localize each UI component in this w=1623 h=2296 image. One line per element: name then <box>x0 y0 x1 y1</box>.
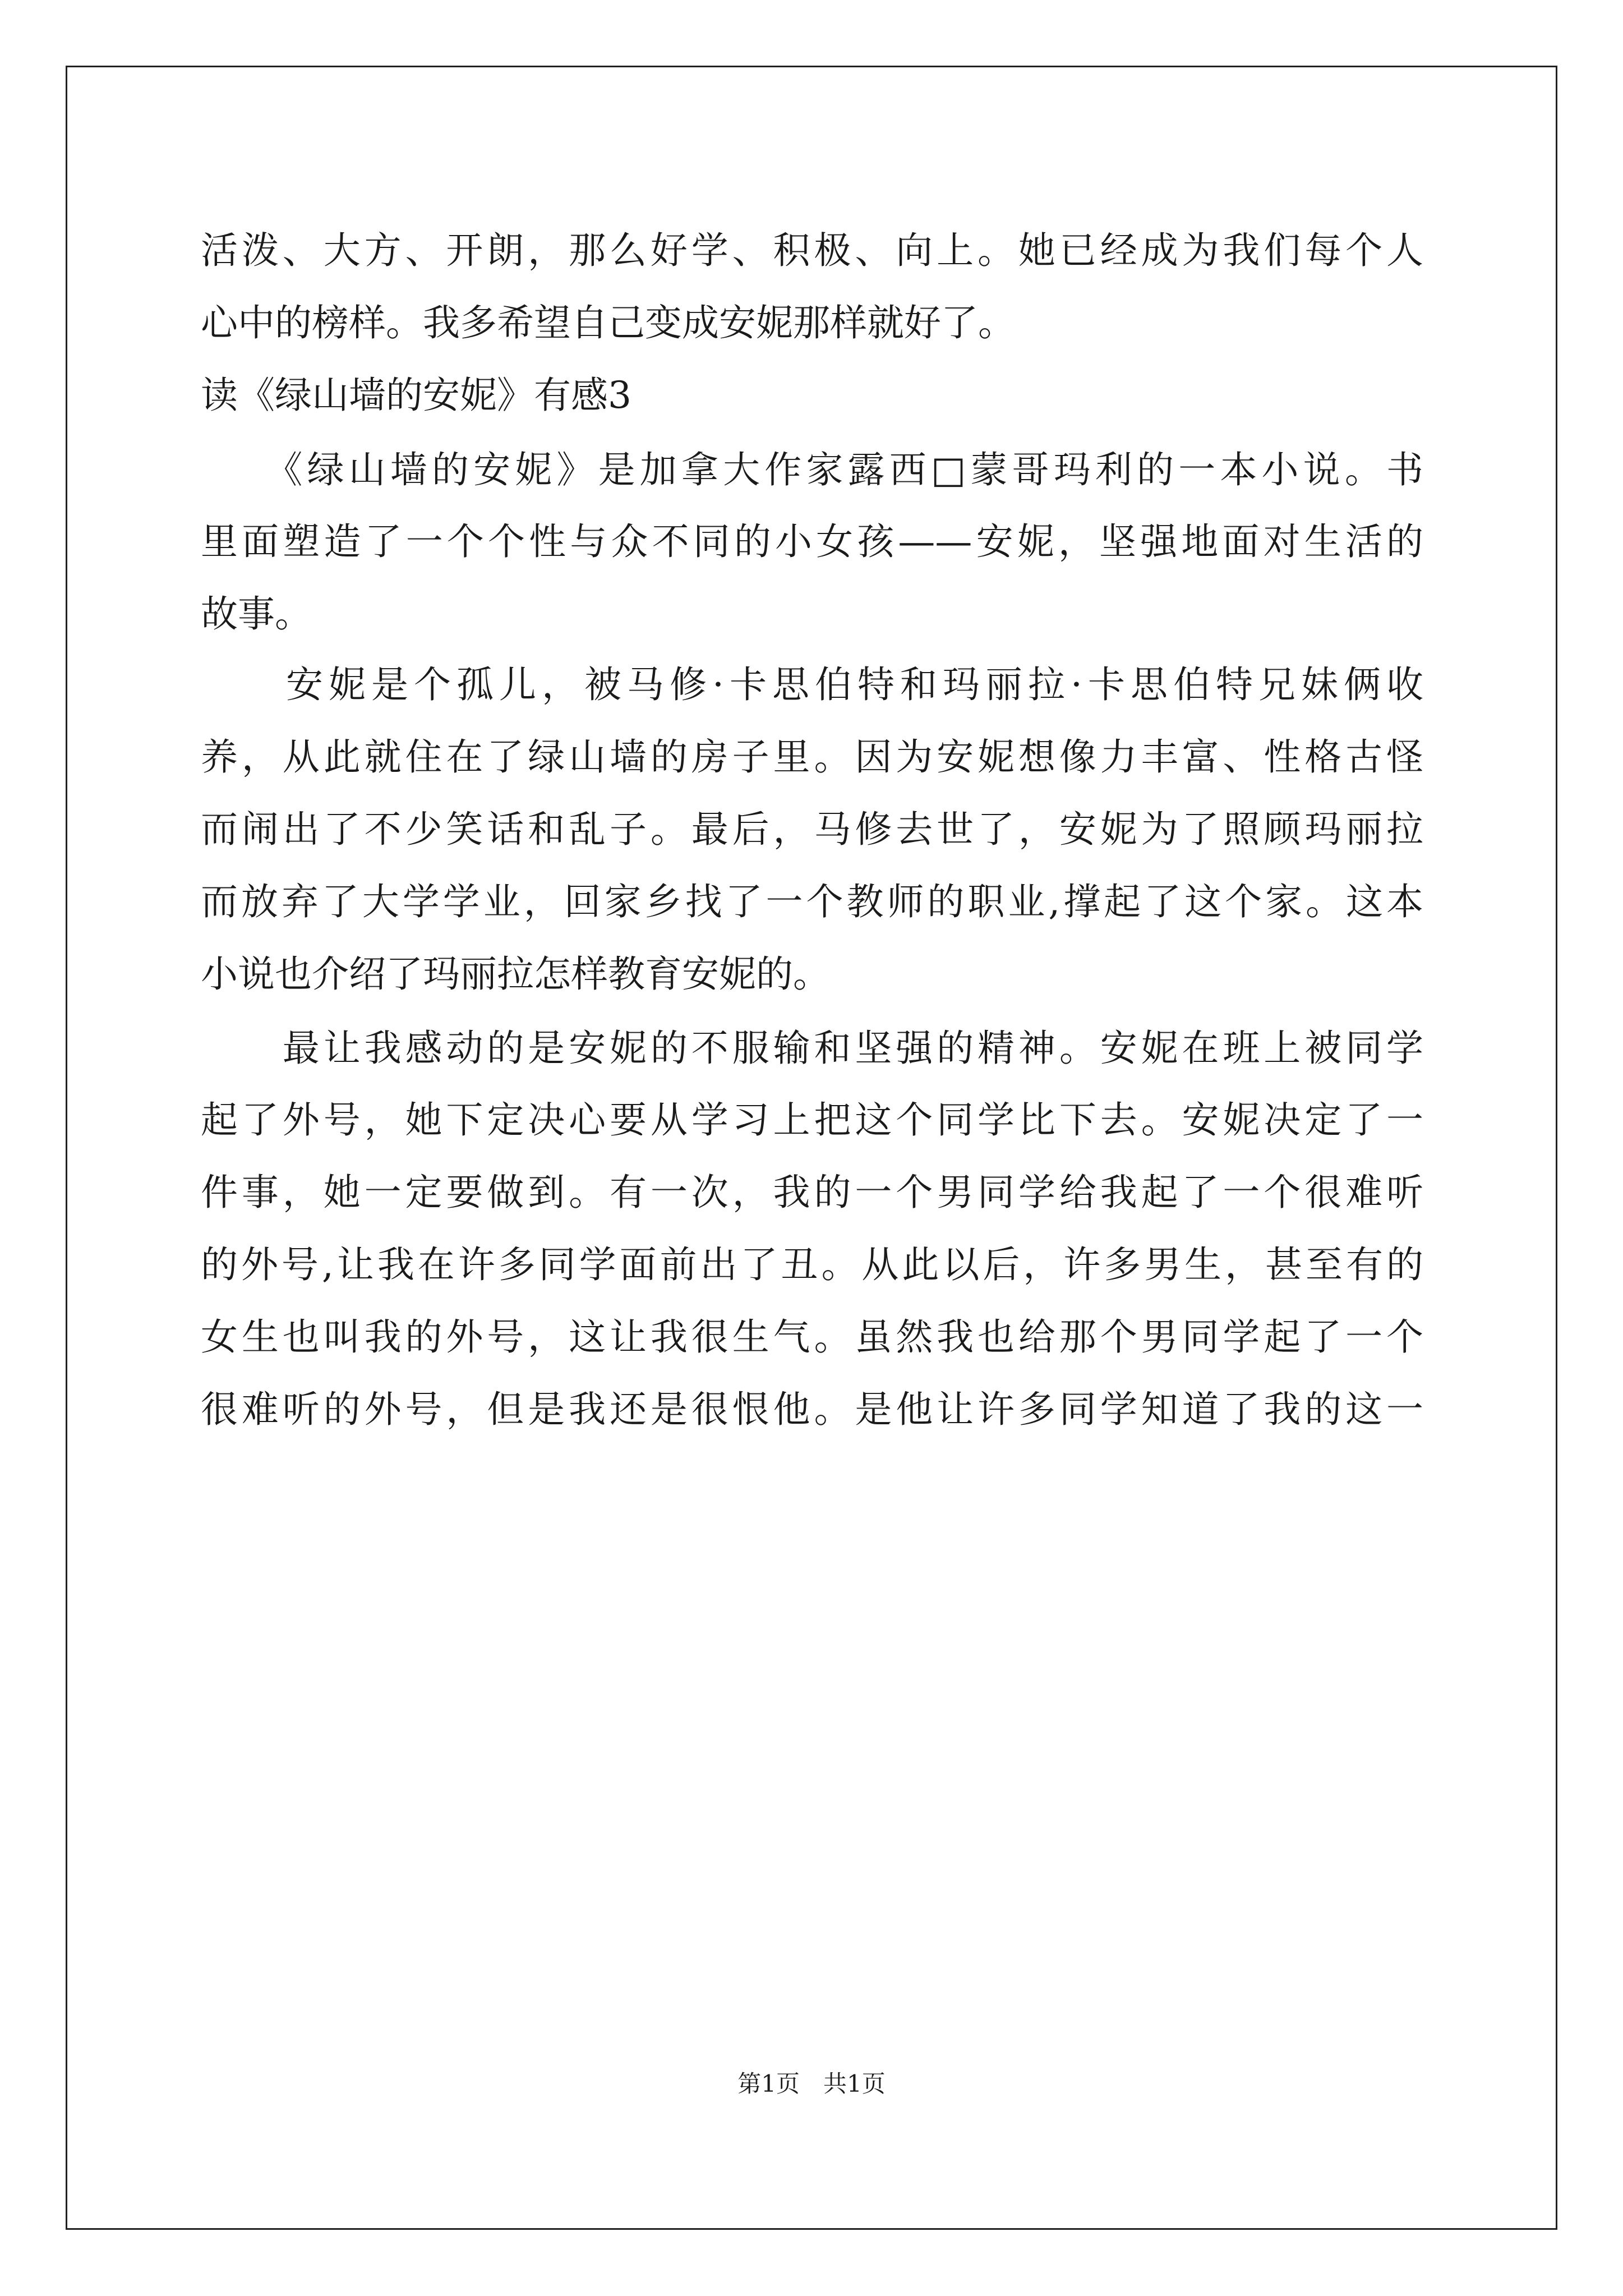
text-line: 最让我感动的是安妮的不服输和坚强的精神。安妮在班上被同学 <box>201 1027 1423 1070</box>
text-line: 很难听的外号，但是我还是很恨他。是他让许多同学知道了我的这一 <box>201 1388 1423 1431</box>
text-line: 故事。 <box>201 592 312 636</box>
text-line: 而放弃了大学学业，回家乡找了一个教师的职业,撑起了这个家。这本 <box>201 880 1423 923</box>
text-line: 女生也叫我的外号，这让我很生气。虽然我也给那个男同学起了一个 <box>201 1315 1423 1359</box>
text-line: 心中的榜样。我多希望自己变成安妮那样就好了。 <box>201 301 1015 344</box>
text-line: 活泼、大方、开朗，那么好学、积极、向上。她已经成为我们每个人 <box>201 229 1423 272</box>
text-line: 里面塑造了一个个性与众不同的小女孩——安妮，坚强地面对生活的 <box>201 520 1423 563</box>
section-heading: 读《绿山墙的安妮》有感3 <box>201 374 631 417</box>
text-line: 小说也介绍了玛丽拉怎样教育安妮的。 <box>201 953 830 996</box>
text-line: 的外号,让我在许多同学面前出了丑。从此以后，许多男生，甚至有的 <box>201 1243 1423 1286</box>
text-line: 安妮是个孤儿，被马修·卡思伯特和玛丽拉·卡思伯特兄妹俩收 <box>201 663 1423 706</box>
page-footer: 第1页 共1页 <box>737 2070 886 2097</box>
text-line: 件事，她一定要做到。有一次，我的一个男同学给我起了一个很难听 <box>201 1171 1423 1214</box>
text-line: 而闹出了不少笑话和乱子。最后，马修去世了，安妮为了照顾玛丽拉 <box>201 808 1423 851</box>
text-line: 起了外号，她下定决心要从学习上把这个同学比下去。安妮决定了一 <box>201 1098 1423 1142</box>
text-line: 养，从此就住在了绿山墙的房子里。因为安妮想像力丰富、性格古怪 <box>201 735 1423 779</box>
text-line: 《绿山墙的安妮》是加拿大作家露西□蒙哥玛利的一本小说。书 <box>201 448 1423 491</box>
